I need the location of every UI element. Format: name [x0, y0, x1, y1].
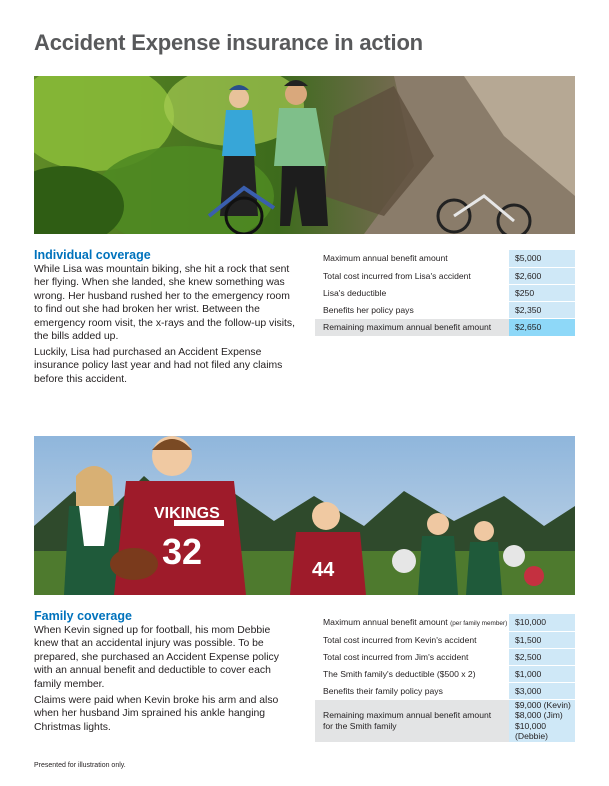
table-row	[315, 665, 575, 682]
row-label: The Smith family's deductible ($500 x 2)	[315, 665, 509, 682]
family-coverage-heading: Family coverage	[34, 609, 132, 623]
table-row	[315, 648, 575, 665]
row-label-text: Maximum annual benefit amount	[323, 617, 448, 628]
row-label: Maximum annual benefit amount	[315, 250, 509, 267]
individual-coverage-heading: Individual coverage	[34, 248, 151, 262]
row-label: Remaining maximum annual benefit amount	[315, 318, 509, 336]
row-value	[509, 699, 575, 742]
row-label: Total cost incurred from Jim's accident	[315, 648, 509, 665]
row-value: $2,500	[509, 648, 575, 665]
row-value: $250	[509, 284, 575, 301]
row-value: $10,000	[509, 614, 575, 631]
row-label-note: (per family member)	[450, 620, 508, 628]
footnote: Presented for illustration only.	[34, 762, 126, 769]
table-row-remaining	[315, 699, 575, 742]
table-row	[315, 301, 575, 318]
jersey-text: VIKINGS	[154, 505, 220, 522]
row-value-line: $8,000 (Jim)	[515, 710, 563, 720]
row-label: Total cost incurred from Lisa's accident	[315, 267, 509, 284]
individual-paragraph-2: Luckily, Lisa had purchased an Accident Expense insurance policy last year and had not filed any claims before this accident.	[34, 347, 283, 385]
family-paragraph-2: Claims were paid when Kevin broke his arm and also when her husband Jim sprained his ankle hanging Christmas lights.	[34, 695, 279, 733]
family-benefit-table	[315, 614, 575, 743]
youth-football-photo	[34, 436, 575, 595]
row-value-line: $9,000 (Kevin)	[515, 699, 571, 710]
row-value: $2,650	[509, 318, 575, 336]
row-value: $3,000	[509, 682, 575, 699]
jersey-number: 44	[312, 559, 335, 581]
table-row	[315, 267, 575, 284]
row-label: Benefits their family policy pays	[315, 682, 509, 699]
row-label: Total cost incurred from Kevin's accident	[315, 631, 509, 648]
mountain-biking-photo	[34, 76, 575, 234]
row-value: $2,350	[509, 301, 575, 318]
row-label	[315, 614, 509, 631]
table-row	[315, 284, 575, 301]
table-row	[315, 682, 575, 699]
jersey-number: 32	[162, 531, 203, 572]
table-row	[315, 614, 575, 631]
family-paragraph-1: When Kevin signed up for football, his mom Debbie knew that an accidental injury was possible. To be prepared, she purchased an Accident Expense policy with an annual benefit and deductible to cover each family member.	[34, 625, 279, 690]
row-label-line: for the Smith family	[323, 720, 397, 731]
page-title: Accident Expense insurance in action	[34, 30, 423, 55]
row-label	[315, 699, 509, 742]
row-value: $2,600	[509, 267, 575, 284]
row-label-line: Remaining maximum annual benefit amount	[323, 709, 492, 720]
row-label: Benefits her policy pays	[315, 301, 509, 318]
table-row	[315, 250, 575, 267]
row-value-line: $10,000 (Debbie)	[515, 720, 548, 741]
individual-paragraph-1: While Lisa was mountain biking, she hit a rock that sent her flying. When she landed, she knew something was wrong. Her husband rushed her to the emergency room to find out she had broken her wrist. Between the emergency room visit, the x-rays and the follow-up visits, the bills added up.	[34, 264, 296, 343]
table-row-remaining	[315, 318, 575, 336]
table-row	[315, 631, 575, 648]
row-value: $1,500	[509, 631, 575, 648]
row-label: Lisa's deductible	[315, 284, 509, 301]
row-value: $5,000	[509, 250, 575, 267]
row-value: $1,000	[509, 665, 575, 682]
individual-benefit-table	[315, 250, 575, 337]
